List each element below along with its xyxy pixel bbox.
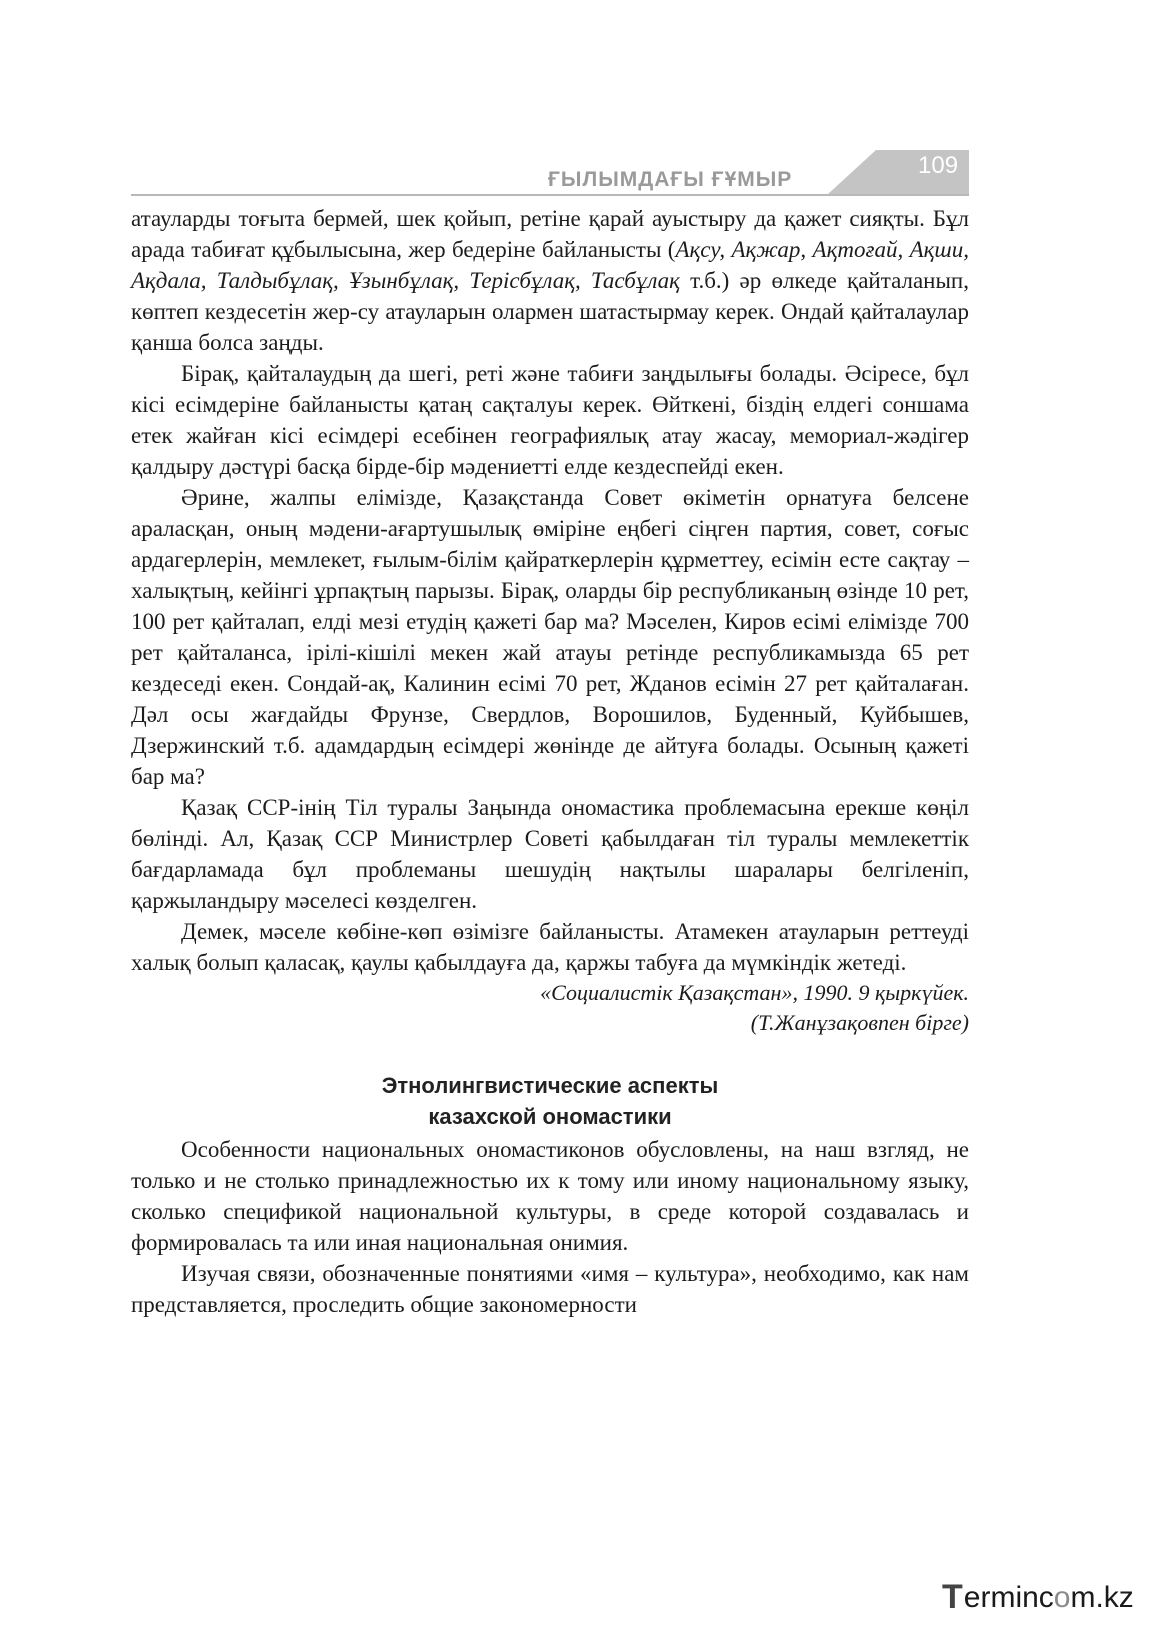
watermark-t-logo: T (942, 1578, 963, 1616)
section-title-line-1: Этнолингвистические аспекты (381, 1073, 719, 1098)
paragraph-1 (131, 203, 969, 358)
paragraph-1-text-b: т.б.) әр өлкеде қайталанып, көптеп кездесетін жер-су атауларын олармен шатастырмау керек. Ондай қайталаулар қанша болса заңды. (131, 268, 969, 355)
watermark-magnifier-o: o (1053, 1580, 1071, 1614)
paragraph-5: Демек, мәселе көбіне-көп өзімізге байланысты. Атамекен атауларын реттеуді халық болып қаласақ, қаулы қабылдауға да, қаржы табуға да мүмкіндік жетеді. (131, 919, 969, 975)
section-title (131, 1070, 969, 1132)
running-title: ҒЫЛЫМДАҒЫ ҒҰМЫР (548, 168, 793, 191)
page-body (131, 203, 969, 1320)
source-citation: «Социалистік Қазақстан», 1990. 9 қыркүйек. (540, 980, 969, 1005)
header-rule (131, 194, 969, 196)
paragraph-4: Қазақ ССР-інің Тіл туралы Заңында ономастика проблемасына ерекше көңіл бөлінді. Ал, Қазақ ССР Министрлер Советі қабылдаған тіл туралы мемлекеттік бағдарламада бұл проблеманы шешудің нақтылы шаралары белгіленіп, қаржыландыру мәселесі көзделген. (131, 795, 969, 913)
site-watermark (942, 1578, 1134, 1617)
source-coauthor: (Т.Жанұзақовпен бірге) (750, 1010, 969, 1035)
paragraph-3: Әрине, жалпы елімізде, Қазақстанда Совет өкіметін орнатуға белсене араласқан, оның мәдени-ағартушылық өміріне еңбегі сіңген партия, совет, соғыс ардагерлерін, мемлекет, ғылым-білім қайраткерлерін құрметтеу, есімін есте сақтау – халықтың, кейінгі ұрпақтың парызы. Бірақ, оларды бір республиканың өзінде 10 рет, 100 рет қайталап, елді мезі етудің қажеті бар ма? Мәселен, Киров есімі елімізде 700 рет қайталанса, ірілі-кішілі мекен жай атауы ретінде республикамызда 65 рет кездеседі екен. Сондай-ақ, Калинин есімі 70 рет, Жданов есімін 27 рет қайталаған. Дәл осы жағдайды Фрунзе, Свердлов, Ворошилов, Буденный, Куйбышев, Дзержинский т.б. адамдардың есімдері жөнінде де айтуға болады. Осының қажеті бар ма? (131, 485, 969, 789)
paragraph-2: Бірақ, қайталаудың да шегі, реті және табиғи заңдылығы болады. Әсіресе, бұл кісі есімдеріне байланысты қатаң сақталуы керек. Өйткені, біздің елдегі соншама етек жайған кісі есімдері есебінен географиялық атау жасау, мемориал-жәдігер қалдыру дәстүрі басқа бірде-бір мәдениетті елде кездеспейді екен. (131, 361, 969, 479)
place-names-italic: Ақсу, Ақжар, Ақтоғай, Ақши, Ақдала, Талдыбұлақ, Ұзынбұлақ, Терісбұлақ, Тасбұлақ (131, 237, 969, 293)
section-paragraph-2: Изучая связи, обозначенные понятиями «имя – культура», необходимо, как нам представляется, проследить общие закономерности (131, 1261, 969, 1317)
page-number: 109 (918, 152, 959, 179)
watermark-text-2: m.kz (1070, 1580, 1134, 1614)
section-title-line-2: казахской ономастики (428, 1104, 672, 1129)
paragraph-1-text-a: атауларды тоғыта бермей, шек қойып, ретіне қарай ауыстыру да қажет сияқты. Бұл арада табиғат құбылысына, жер бедеріне байланысты ( (131, 206, 969, 262)
section-paragraph-1: Особенности национальных ономастиконов обусловлены, на наш взгляд, не только и не столько принадлежностью их к тому или иному национальному языку, сколько спецификой национальной культуры, в среде которой создавалась и формировалась та или иная национальная онимия. (131, 1137, 969, 1255)
watermark-text-1: erminc (963, 1580, 1054, 1614)
